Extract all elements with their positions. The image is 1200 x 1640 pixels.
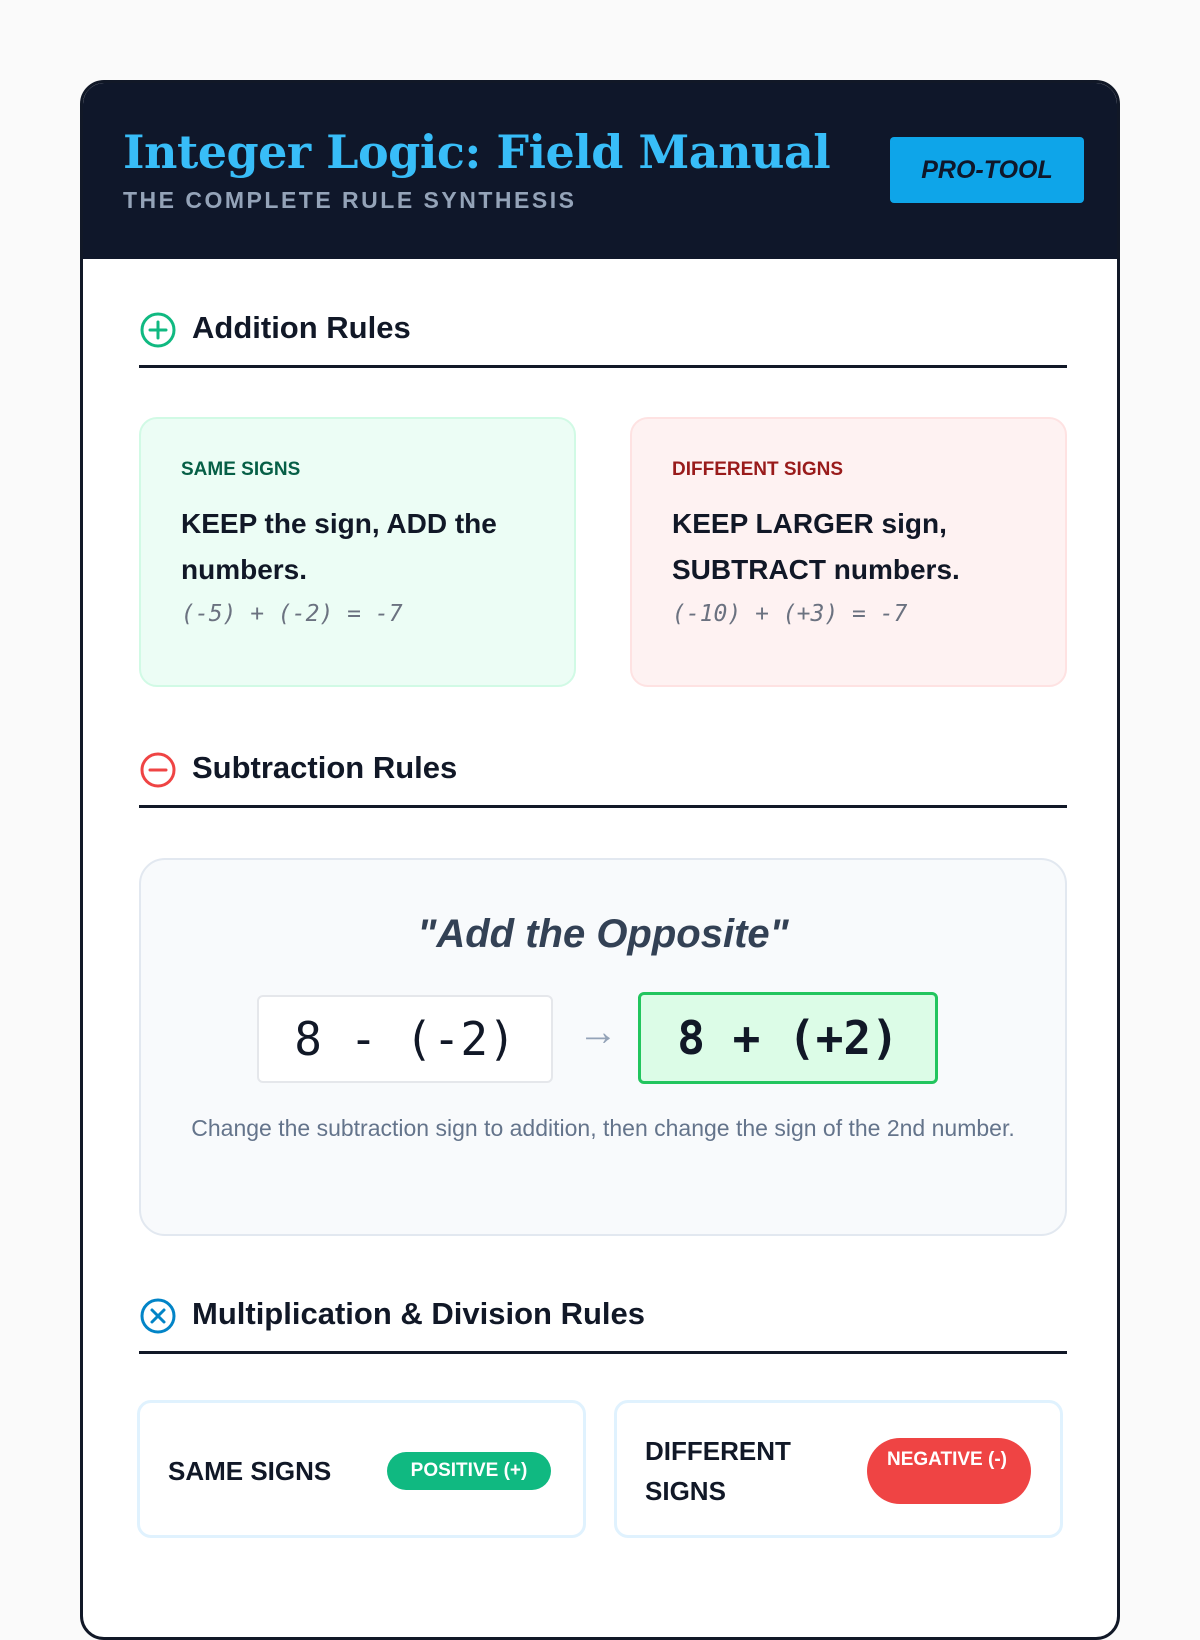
rule-label: SAME SIGNS — [168, 1456, 332, 1486]
rule-text: KEEP LARGER sign, SUBTRACT numbers. — [672, 508, 960, 585]
positive-result-badge: POSITIVE (+) — [387, 1452, 551, 1490]
arrow-right-icon: → — [578, 1010, 618, 1054]
rule-label: SAME SIGNS — [181, 459, 301, 480]
multdiv-different-signs-card — [614, 1400, 1063, 1538]
rule-label: DIFFERENT SIGNS — [672, 459, 844, 480]
addition-section-title: Addition Rules — [192, 310, 411, 345]
subtraction-section-header — [139, 750, 1067, 808]
addition-same-signs-card — [139, 417, 576, 687]
rule-text: KEEP the sign, ADD the numbers. — [181, 508, 497, 585]
rule-label: DIFFERENT SIGNS — [645, 1436, 791, 1506]
original-expression: 8 - (-2) — [257, 995, 553, 1083]
negative-result-badge: NEGATIVE (-) — [867, 1438, 1031, 1504]
subtraction-rule-box — [139, 858, 1067, 1236]
subtraction-section-title: Subtraction Rules — [192, 750, 458, 785]
multdiv-section-title: Multiplication & Division Rules — [192, 1296, 645, 1331]
times-circle-icon — [139, 1297, 177, 1335]
addition-different-signs-card — [630, 417, 1067, 687]
page-subtitle: THE COMPLETE RULE SYNTHESIS — [123, 187, 577, 213]
pro-tool-badge[interactable]: PRO-TOOL — [890, 137, 1084, 203]
add-opposite-quote: "Add the Opposite" — [417, 912, 789, 956]
rewritten-expression: 8 + (+2) — [638, 992, 938, 1084]
multdiv-same-signs-card — [137, 1400, 586, 1538]
rule-example: (-5) + (-2) = -7 — [181, 601, 403, 627]
header — [83, 83, 1117, 259]
plus-circle-icon — [139, 311, 177, 349]
subtraction-hint: Change the subtraction sign to addition, then change the sign of the 2nd number. — [191, 1115, 1015, 1141]
rule-example: (-10) + (+3) = -7 — [672, 601, 908, 627]
page-title: Integer Logic: Field Manual — [123, 125, 831, 179]
multdiv-section-header — [139, 1296, 1067, 1354]
addition-section-header — [139, 310, 1067, 368]
minus-circle-icon — [139, 751, 177, 789]
